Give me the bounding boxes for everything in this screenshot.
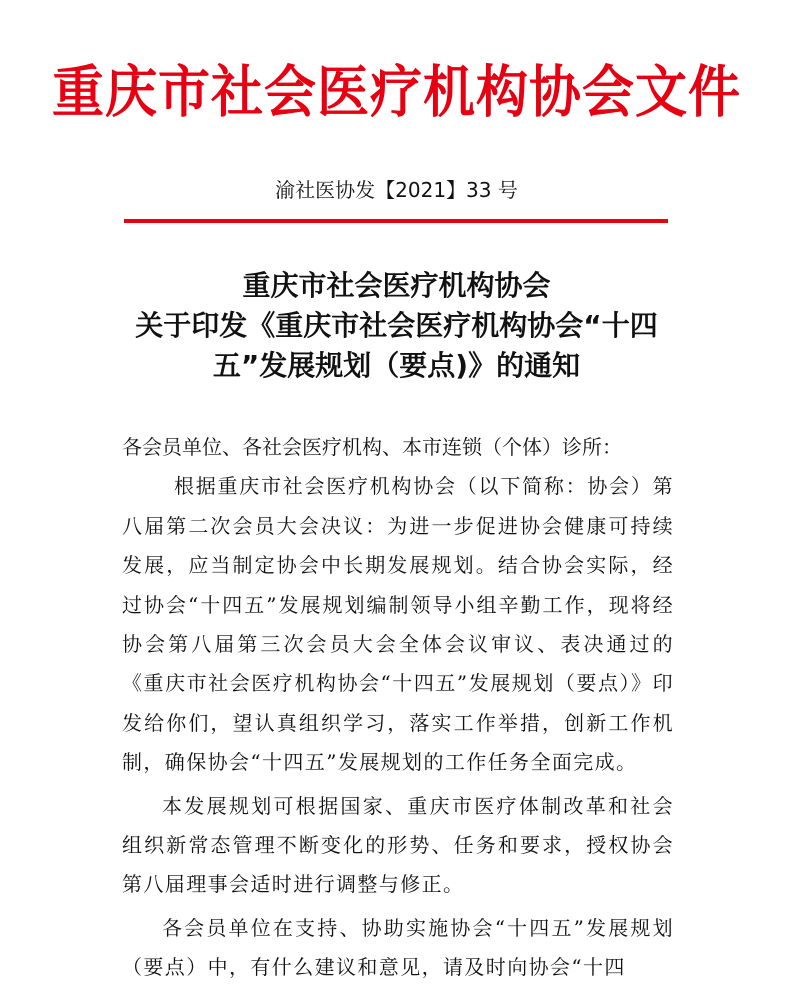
salutation: 各会员单位、各社会医疗机构、本市连锁（个体）诊所： (122, 435, 622, 459)
document-body (122, 428, 674, 988)
body-paragraph-3: 各会员单位在支持、协助实施协会“十四五”发展规划（要点）中，有什么建议和意见，请及时向协会“十四 (122, 915, 674, 980)
document-number: 渝社医协发【2021】33 号 (275, 178, 518, 202)
red-divider-line (124, 219, 668, 223)
notice-title-line-3: 五”发展规划（要点)》的通知 (212, 349, 581, 382)
notice-title-line-2: 关于印发《重庆市社会医疗机构协会“十四 (135, 309, 658, 342)
body-paragraph-1: 根据重庆市社会医疗机构协会（以下简称：协会）第八届第二次会员大会决议：为进一步促进协会健康可持续发展，应当制定协会中长期发展规划。结合协会实际，经过协会“十四五”发展规划编制领导小组辛勤工作，现将经协会第八届第三次会员大会全体会议审议、表决通过的《重庆市社会医疗机构协会“十四五”发展规划（要点）》印发给你们，望认真组织学习，落实工作举措，创新工作机制，确保协会“十四五”发展规划的工作任务全面完成。 (122, 474, 674, 775)
masthead-title: 重庆市社会医疗机构协会文件 (51, 60, 741, 126)
body-paragraph-2: 本发展规划可根据国家、重庆市医疗体制改革和社会组织新常态管理不断变化的形势、任务和要求，授权协会第八届理事会适时进行调整与修正。 (122, 793, 674, 897)
notice-title-line-1: 重庆市社会医疗机构协会 (242, 269, 551, 302)
notice-title (0, 266, 793, 386)
